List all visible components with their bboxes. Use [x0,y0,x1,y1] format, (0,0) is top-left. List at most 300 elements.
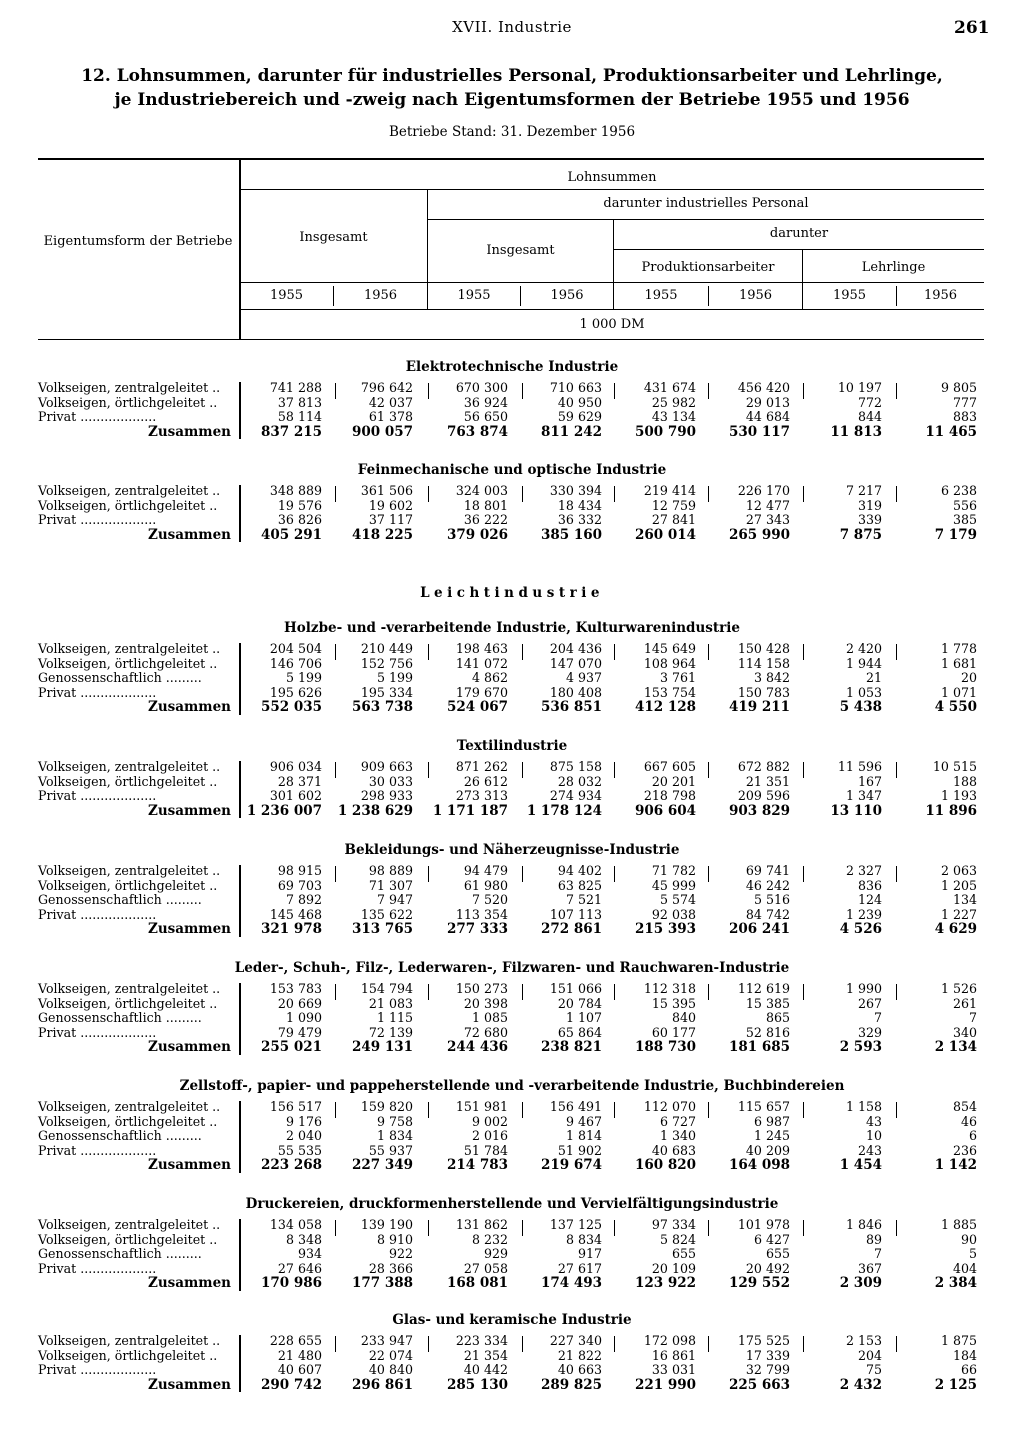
total-row [0,1276,1024,1291]
table-row [0,1233,1024,1248]
table-cell: 75 [865,1362,882,1378]
row-label: Privat ................... [38,409,157,425]
table-cell: 11 896 [925,802,977,819]
table-cell: 11 465 [925,423,977,440]
total-row [0,804,1024,819]
table-cell: 45 999 [651,877,696,893]
table-cell: 21 354 [463,1347,508,1363]
table-cell: 6 238 [940,483,977,498]
table-cell: 2 384 [934,1275,977,1292]
row-header-label: Eigentumsform der Betriebe [43,234,233,249]
table-cell: 225 663 [728,1376,790,1393]
table-cell: 6 [968,1128,977,1144]
table-cell: 221 990 [634,1376,696,1393]
table-cell: 289 825 [540,1376,602,1393]
table-cell: 46 242 [745,877,790,893]
table-cell: 16 861 [651,1347,696,1363]
section-title: Textilindustrie [456,738,568,754]
table-cell: 249 131 [351,1039,413,1056]
table-cell: 152 756 [360,655,413,671]
table-cell: 147 070 [549,655,602,671]
table-cell: 1 846 [845,1217,882,1232]
table-cell: 655 [765,1246,790,1262]
table-cell: 313 765 [351,921,413,938]
table-cell: 5 824 [659,1231,696,1247]
header-insgesamt-ind: Insgesamt [486,243,555,258]
table-cell: 40 683 [651,1142,696,1158]
table-row [0,893,1024,908]
table-cell: 19 602 [368,497,413,513]
table-cell: 55 937 [368,1142,413,1158]
table-cell: 1 142 [934,1157,977,1174]
row-label: Volkseigen, zentralgeleitet .. [38,483,221,498]
table-subtitle: Betriebe Stand: 31. Dezember 1956 [388,124,636,140]
table-row [0,1218,1024,1233]
table-cell: 7 875 [839,526,882,543]
table-row [0,1129,1024,1144]
row-label: Privat ................... [38,684,157,700]
row-label: Privat ................... [38,788,157,804]
table-cell: 63 825 [557,877,602,893]
table-cell: 26 612 [463,773,508,789]
table-cell: 2 153 [845,1333,882,1348]
table-cell: 160 820 [634,1157,696,1174]
table-cell: 179 670 [455,684,508,700]
table-row [0,1349,1024,1364]
table-cell: 56 650 [463,409,508,425]
table-row [0,1262,1024,1277]
table-cell: 33 031 [651,1362,696,1378]
rule-3 [614,249,984,250]
table-cell: 10 515 [932,759,977,774]
table-cell: 419 211 [728,699,790,716]
table-cell: 405 291 [260,526,322,543]
table-cell: 285 130 [446,1376,508,1393]
table-cell: 112 070 [643,1099,696,1114]
row-label: Volkseigen, zentralgeleitet .. [38,863,221,878]
table-cell: 20 201 [651,773,696,789]
table-title [60,64,964,112]
table-cell: 2 016 [471,1128,508,1144]
table-cell: 5 199 [285,670,322,686]
table-cell: 135 622 [360,906,413,922]
table-cell: 929 [483,1246,508,1262]
year-1: 1955 [269,288,304,303]
table-cell: 44 684 [745,409,790,425]
table-cell: 223 334 [455,1333,508,1348]
table-cell: 361 506 [360,483,413,498]
table-cell: 500 790 [634,423,696,440]
table-cell: 227 340 [549,1333,602,1348]
table-row [0,657,1024,672]
table-cell: 655 [671,1246,696,1262]
table-cell: 42 037 [368,394,413,410]
section-title: Leichtindustrie [420,585,604,601]
table-cell: 228 655 [269,1333,322,1348]
table-cell: 20 109 [651,1260,696,1276]
table-cell: 3 842 [753,670,790,686]
section-title: Zellstoff-, papier- und pappeherstellende und -verarbeitende Industrie, Buchbindereien [179,1078,845,1094]
table-cell: 170 986 [260,1275,322,1292]
rule-5 [240,309,984,310]
table-cell: 2 327 [845,863,882,878]
table-cell: 112 318 [643,981,696,996]
table-cell: 226 170 [737,483,790,498]
table-cell: 865 [765,1010,790,1026]
table-cell: 9 758 [376,1113,413,1129]
table-cell: 195 626 [269,684,322,700]
row-label: Privat ................... [38,1024,157,1040]
table-cell: 124 [857,892,882,908]
table-cell: 2 309 [839,1275,882,1292]
table-row [0,1026,1024,1041]
table-cell: 20 398 [463,995,508,1011]
table-cell: 909 663 [360,759,413,774]
table-cell: 177 388 [351,1275,413,1292]
table-cell: 530 117 [728,423,790,440]
table-cell: 404 [952,1260,977,1276]
table-cell: 431 674 [643,380,696,395]
table-cell: 115 657 [737,1099,790,1114]
header-divider [239,159,241,339]
table-cell: 18 434 [557,497,602,513]
table-cell: 108 964 [643,655,696,671]
table-cell: 7 520 [471,892,508,908]
table-cell: 12 477 [745,497,790,513]
table-cell: 17 339 [745,1347,790,1363]
table-cell: 906 034 [269,759,322,774]
table-cell: 2 420 [845,641,882,656]
table-cell: 6 987 [753,1113,790,1129]
table-cell: 40 840 [368,1362,413,1378]
year-7: 1955 [832,288,867,303]
table-row [0,410,1024,425]
row-label: Privat ................... [38,1142,157,1158]
total-row [0,1040,1024,1055]
table-cell: 340 [952,1024,977,1040]
table-cell: 2 134 [934,1039,977,1056]
table-cell: 837 215 [260,423,322,440]
table-cell: 330 394 [549,483,602,498]
table-cell: 8 232 [471,1231,508,1247]
table-cell: 348 889 [269,483,322,498]
header-top-rule [38,158,984,160]
table-cell: 209 596 [737,788,790,804]
table-cell: 134 058 [269,1217,322,1232]
table-row [0,997,1024,1012]
table-cell: 2 593 [839,1039,882,1056]
header-bottom-rule [38,339,984,340]
table-cell: 112 619 [737,981,790,996]
header-darunter-ind: darunter industrielles Personal [603,196,809,211]
table-cell: 21 351 [745,773,790,789]
table-cell: 1 239 [845,906,882,922]
table-cell: 8 348 [285,1231,322,1247]
table-cell: 159 820 [360,1099,413,1114]
table-cell: 1 814 [565,1128,602,1144]
table-cell: 875 158 [549,759,602,774]
table-cell: 260 014 [634,526,696,543]
table-cell: 72 139 [368,1024,413,1040]
table-cell: 32 799 [745,1362,790,1378]
year-2: 1956 [363,288,398,303]
table-cell: 36 332 [557,512,602,528]
table-cell: 43 134 [651,409,696,425]
table-cell: 7 [873,1010,882,1026]
table-cell: 385 [952,512,977,528]
table-cell: 150 273 [455,981,508,996]
table-row [0,381,1024,396]
chapter-heading: XVII. Industrie [452,18,572,36]
table-cell: 204 436 [549,641,602,656]
table-cell: 917 [577,1246,602,1262]
table-cell: 218 798 [643,788,696,804]
table-cell: 69 741 [745,863,790,878]
table-cell: 290 742 [260,1376,322,1393]
table-cell: 139 190 [360,1217,413,1232]
table-cell: 90 [960,1231,977,1247]
table-cell: 1 205 [940,877,977,893]
table-cell: 20 492 [745,1260,790,1276]
table-cell: 153 754 [643,684,696,700]
table-cell: 46 [960,1113,977,1129]
table-cell: 11 813 [830,423,882,440]
table-cell: 7 [968,1010,977,1026]
vrule-4 [333,286,334,306]
table-cell: 3 761 [659,670,696,686]
section-title: Elektrotechnische Industrie [405,359,619,375]
table-cell: 556 [952,497,977,513]
table-cell: 5 [968,1246,977,1262]
table-cell: 60 177 [651,1024,696,1040]
table-cell: 1 245 [753,1128,790,1144]
table-cell: 11 596 [837,759,882,774]
table-cell: 5 574 [659,892,696,908]
table-row [0,642,1024,657]
table-cell: 123 922 [634,1275,696,1292]
table-cell: 272 861 [540,921,602,938]
table-cell: 243 [857,1142,882,1158]
table-cell: 934 [297,1246,322,1262]
total-row [0,425,1024,440]
table-cell: 21 [865,670,882,686]
table-row [0,396,1024,411]
table-cell: 1 115 [376,1010,413,1026]
table-cell: 319 [857,497,882,513]
table-row [0,1011,1024,1026]
table-cell: 273 313 [455,788,508,804]
table-row [0,1144,1024,1159]
table-cell: 215 393 [634,921,696,938]
row-label: Zusammen [148,802,231,819]
table-cell: 1 227 [940,906,977,922]
table-row [0,671,1024,686]
row-label: Zusammen [148,921,231,938]
table-cell: 15 395 [651,995,696,1011]
title-line-1: 12. Lohnsummen, darunter für industrielles Personal, Produktionsarbeiter und Lehrlinge, [81,66,943,86]
table-cell: 267 [857,995,882,1011]
table-row [0,499,1024,514]
table-cell: 18 801 [463,497,508,513]
table-cell: 922 [388,1246,413,1262]
table-cell: 900 057 [351,423,413,440]
table-cell: 670 300 [455,380,508,395]
table-cell: 1 053 [845,684,882,700]
table-cell: 1 158 [845,1099,882,1114]
table-cell: 154 794 [360,981,413,996]
table-cell: 27 343 [745,512,790,528]
table-cell: 51 784 [463,1142,508,1158]
table-cell: 28 032 [557,773,602,789]
table-cell: 418 225 [351,526,413,543]
table-cell: 367 [857,1260,882,1276]
table-cell: 145 468 [269,906,322,922]
year-3: 1955 [457,288,491,303]
row-label: Genossenschaftlich ......... [38,1128,202,1144]
table-cell: 223 268 [260,1157,322,1174]
table-cell: 206 241 [728,921,790,938]
table-cell: 672 882 [737,759,790,774]
row-label: Genossenschaftlich ......... [38,1246,202,1262]
table-cell: 2 063 [940,863,977,878]
table-cell: 7 217 [845,483,882,498]
table-cell: 298 933 [360,788,413,804]
table-cell: 7 179 [934,526,977,543]
year-6: 1956 [738,288,773,303]
rule-2 [428,219,984,220]
table-cell: 21 480 [277,1347,322,1363]
table-cell: 184 [952,1347,977,1363]
table-cell: 8 910 [376,1231,413,1247]
table-cell: 175 525 [737,1333,790,1348]
table-cell: 12 759 [651,497,696,513]
table-cell: 71 782 [651,863,696,878]
page-number: 261 [954,18,990,38]
table-cell: 219 674 [540,1157,602,1174]
vrule-7 [613,283,614,309]
row-label: Zusammen [148,526,231,543]
table-cell: 9 467 [565,1113,602,1129]
table-cell: 1 347 [845,788,882,804]
table-cell: 4 937 [565,670,602,686]
table-cell: 59 629 [557,409,602,425]
row-label: Volkseigen, örtlichgeleitet .. [38,877,218,893]
table-cell: 20 [960,670,977,686]
table-cell: 741 288 [269,380,322,395]
total-row [0,700,1024,715]
table-cell: 92 038 [651,906,696,922]
table-cell: 1 681 [940,655,977,671]
header-darunter: darunter [769,226,829,241]
table-cell: 903 829 [728,802,790,819]
table-cell: 5 516 [753,892,790,908]
table-cell: 1 193 [940,788,977,804]
table-cell: 198 463 [455,641,508,656]
table-cell: 772 [857,394,882,410]
table-cell: 114 158 [737,655,790,671]
table-cell: 265 990 [728,526,790,543]
table-cell: 385 160 [540,526,602,543]
table-cell: 28 366 [368,1260,413,1276]
table-cell: 296 861 [351,1376,413,1393]
table-cell: 84 742 [745,906,790,922]
section-title: Feinmechanische und optische Industrie [357,462,667,478]
table-cell: 906 604 [634,802,696,819]
section-title: Druckereien, druckformenherstellende und Vervielfältigungsindustrie [245,1196,779,1212]
table-cell: 20 669 [277,995,322,1011]
table-row [0,982,1024,997]
row-label: Volkseigen, örtlichgeleitet .. [38,773,218,789]
row-label: Volkseigen, zentralgeleitet .. [38,641,221,656]
table-cell: 836 [857,877,882,893]
table-cell: 174 493 [540,1275,602,1292]
table-cell: 40 209 [745,1142,790,1158]
table-cell: 94 402 [557,863,602,878]
total-row [0,1378,1024,1393]
table-cell: 113 354 [455,906,508,922]
table-cell: 168 081 [446,1275,508,1292]
total-row [0,528,1024,543]
table-cell: 10 197 [837,380,882,395]
table-cell: 210 449 [360,641,413,656]
year-5: 1955 [644,288,678,303]
section-title: Leder-, Schuh-, Filz-, Lederwaren-, Filzwaren- und Rauchwaren-Industrie [234,960,790,976]
vrule-6 [520,286,521,306]
table-cell: 66 [960,1362,977,1378]
table-cell: 58 114 [277,409,322,425]
table-cell: 65 864 [557,1024,602,1040]
table-cell: 98 889 [368,863,413,878]
table-cell: 563 738 [351,699,413,716]
header-produktionsarbeiter: Produktionsarbeiter [641,260,775,275]
table-cell: 13 110 [830,802,882,819]
table-cell: 9 176 [285,1113,322,1129]
table-cell: 9 805 [940,380,977,395]
total-row [0,1158,1024,1173]
table-cell: 72 680 [463,1024,508,1040]
table-cell: 36 924 [463,394,508,410]
table-cell: 129 552 [728,1275,790,1292]
table-cell: 854 [952,1099,977,1114]
table-cell: 261 [952,995,977,1011]
table-row [0,760,1024,775]
table-cell: 5 199 [376,670,413,686]
table-cell: 153 783 [269,981,322,996]
table-cell: 151 981 [455,1099,508,1114]
table-cell: 536 851 [540,699,602,716]
table-cell: 27 617 [557,1260,602,1276]
table-cell: 145 649 [643,641,696,656]
table-cell: 321 978 [260,921,322,938]
table-row [0,1115,1024,1130]
table-cell: 89 [865,1231,882,1247]
table-cell: 21 822 [557,1347,602,1363]
table-cell: 277 333 [446,921,508,938]
table-cell: 61 378 [368,409,413,425]
table-row [0,1334,1024,1349]
table-cell: 871 262 [455,759,508,774]
unit-label: 1 000 DM [579,317,645,332]
table-cell: 28 371 [277,773,322,789]
row-label: Volkseigen, örtlichgeleitet .. [38,655,218,671]
table-cell: 30 033 [368,773,413,789]
table-cell: 40 663 [557,1362,602,1378]
row-label: Volkseigen, zentralgeleitet .. [38,759,221,774]
year-4: 1956 [550,288,584,303]
table-cell: 4 862 [471,670,508,686]
table-cell: 22 074 [368,1347,413,1363]
table-cell: 1 454 [839,1157,882,1174]
